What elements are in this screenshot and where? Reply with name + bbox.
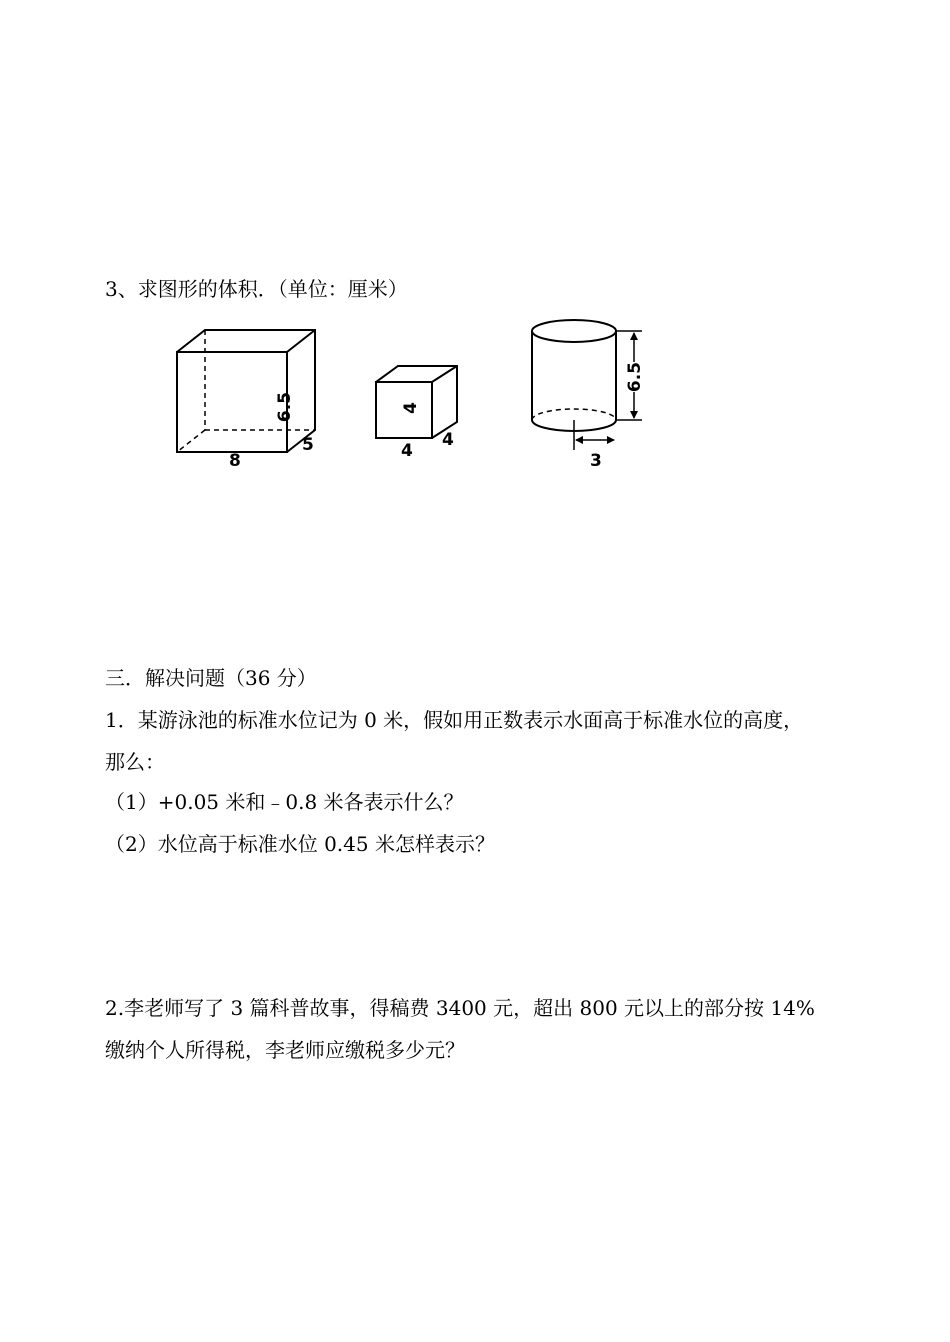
problem-1-subquestion-1: （1）+0.05 米和﹣0.8 米各表示什么？ (105, 790, 464, 814)
section-3-heading: 三．解决问题（36 分） (105, 666, 317, 690)
cylinder-height-label: 6.5 (625, 361, 645, 393)
cube-front-edge-label: 4 (401, 402, 421, 414)
cuboid-figure (177, 330, 315, 452)
problem-2-line-2: 缴纳个人所得税，李老师应缴税多少元？ (105, 1038, 465, 1062)
problem-1-subquestion-2: （2）水位高于标准水位 0.45 米怎样表示？ (105, 832, 495, 856)
cube-figure (376, 366, 457, 438)
question-3-title: 3、求图形的体积．（单位：厘米） (105, 277, 408, 301)
volume-figures (0, 310, 950, 470)
cube-side-edge-label: 4 (442, 430, 454, 450)
cuboid-height-label: 6.5 (275, 391, 295, 423)
cuboid-length-label: 8 (229, 451, 241, 470)
cube-bottom-edge-label: 4 (401, 441, 413, 461)
cuboid-width-label: 5 (302, 435, 314, 455)
problem-2-line-1: 2.李老师写了 3 篇科普故事，得稿费 3400 元，超出 800 元以上的部分按 14% (105, 996, 815, 1020)
cylinder-radius-label: 3 (590, 451, 602, 470)
problem-1-line-1: 1．某游泳池的标准水位记为 0 米，假如用正数表示水面高于标准水位的高度， (105, 708, 804, 732)
problem-1-line-2: 那么： (105, 750, 165, 774)
